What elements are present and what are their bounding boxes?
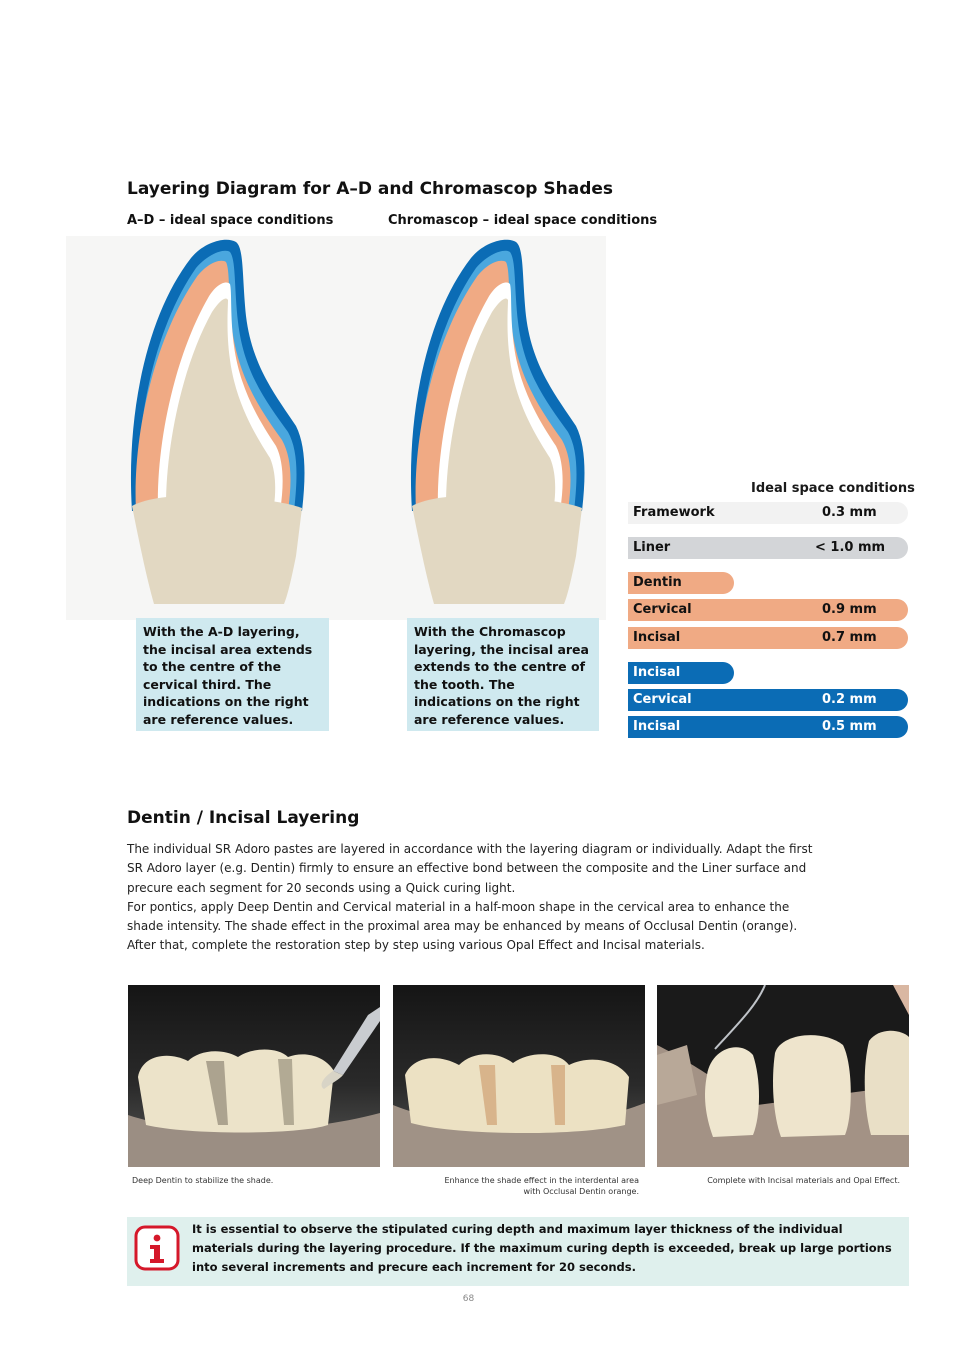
photo-deep-dentin [128,985,380,1167]
body-text [127,840,817,956]
row-liner [628,537,908,559]
caption-photo-2: Enhance the shade effect in the interdental area with Occlusal Dentin orange. [444,1176,639,1196]
page-number: 68 [462,1294,475,1304]
row-incisal-header [628,662,734,684]
table-header: Ideal space conditions [751,481,915,496]
row-label: Incisal [633,665,681,680]
row-label: Incisal [633,630,681,645]
row-label: Liner [633,540,671,555]
row-dentin-header [628,572,734,594]
row-value: 0.3 mm [822,505,877,520]
ad-layering-diagram [66,236,350,620]
row-value: 0.2 mm [822,692,877,707]
photo-incisal-opal [657,985,909,1167]
photo-interdental [393,985,645,1167]
row-dentin-incisal [628,627,908,649]
row-value: < 1.0 mm [815,540,886,555]
row-incisal-incisal [628,716,908,738]
framework-core [412,495,582,604]
ad-tooth-illustration [66,236,350,620]
chromascop-layering-diagram [350,236,606,620]
info-box [127,1217,909,1286]
row-label: Framework [633,505,715,520]
row-label: Incisal [633,719,681,734]
section-title-dentin-incisal: Dentin / Incisal Layering [127,808,360,828]
info-text: It is essential to observe the stipulated curing depth and maximum layer thickness of the individual materials during the layering procedure. If the maximum curing depth is exceeded, break up large portions into several increments and precure each increment for 20 seconds. [192,1222,892,1274]
subtitle-ad: A–D – ideal space conditions [127,213,334,228]
row-incisal-cervical [628,689,908,711]
caption-photo-1: Deep Dentin to stabilize the shade. [132,1176,274,1185]
caption-photo-3: Complete with Incisal materials and Opal Effect. [707,1176,900,1185]
photo-image [657,985,909,1167]
paragraph: The individual SR Adoro pastes are layered in accordance with the layering diagram or individually. Adapt the first SR Adoro layer (e.g. Dentin) firmly to ensure an effective bond between the composite and the Liner surface and precure each segment for 20 seconds using a Quick curing light. [127,842,813,895]
photo-image [128,985,380,1167]
ad-note: With the A-D layering, the incisal area extends to the centre of the cervical third. The indications on the right are reference values. [136,618,329,731]
photo-image [393,985,645,1167]
subtitle-chromascop: Chromascop – ideal space conditions [388,213,658,228]
row-value: 0.5 mm [822,719,877,734]
row-framework [628,502,908,524]
chromascop-note: With the Chromascop layering, the incisal area extends to the centre of the tooth. The indications on the right are reference values. [407,618,599,731]
row-value: 0.7 mm [822,630,877,645]
chromascop-tooth-illustration [350,236,606,620]
paragraph: For pontics, apply Deep Dentin and Cervical material in a half-moon shape in the cervical area to enhance the shade intensity. The shade effect in the proximal area may be enhanced by means of Occlusal Dentin (orange). After that, complete the restoration step by step using various Opal Effect and Incisal materials. [127,899,798,953]
row-label: Cervical [633,692,692,707]
framework-core [132,495,302,604]
row-label: Dentin [633,575,682,590]
section-title-layering-diagram: Layering Diagram for A–D and Chromascop Shades [127,179,614,199]
row-label: Cervical [633,602,692,617]
row-value: 0.9 mm [822,602,877,617]
row-dentin-cervical [628,599,908,621]
info-icon [134,1225,180,1271]
